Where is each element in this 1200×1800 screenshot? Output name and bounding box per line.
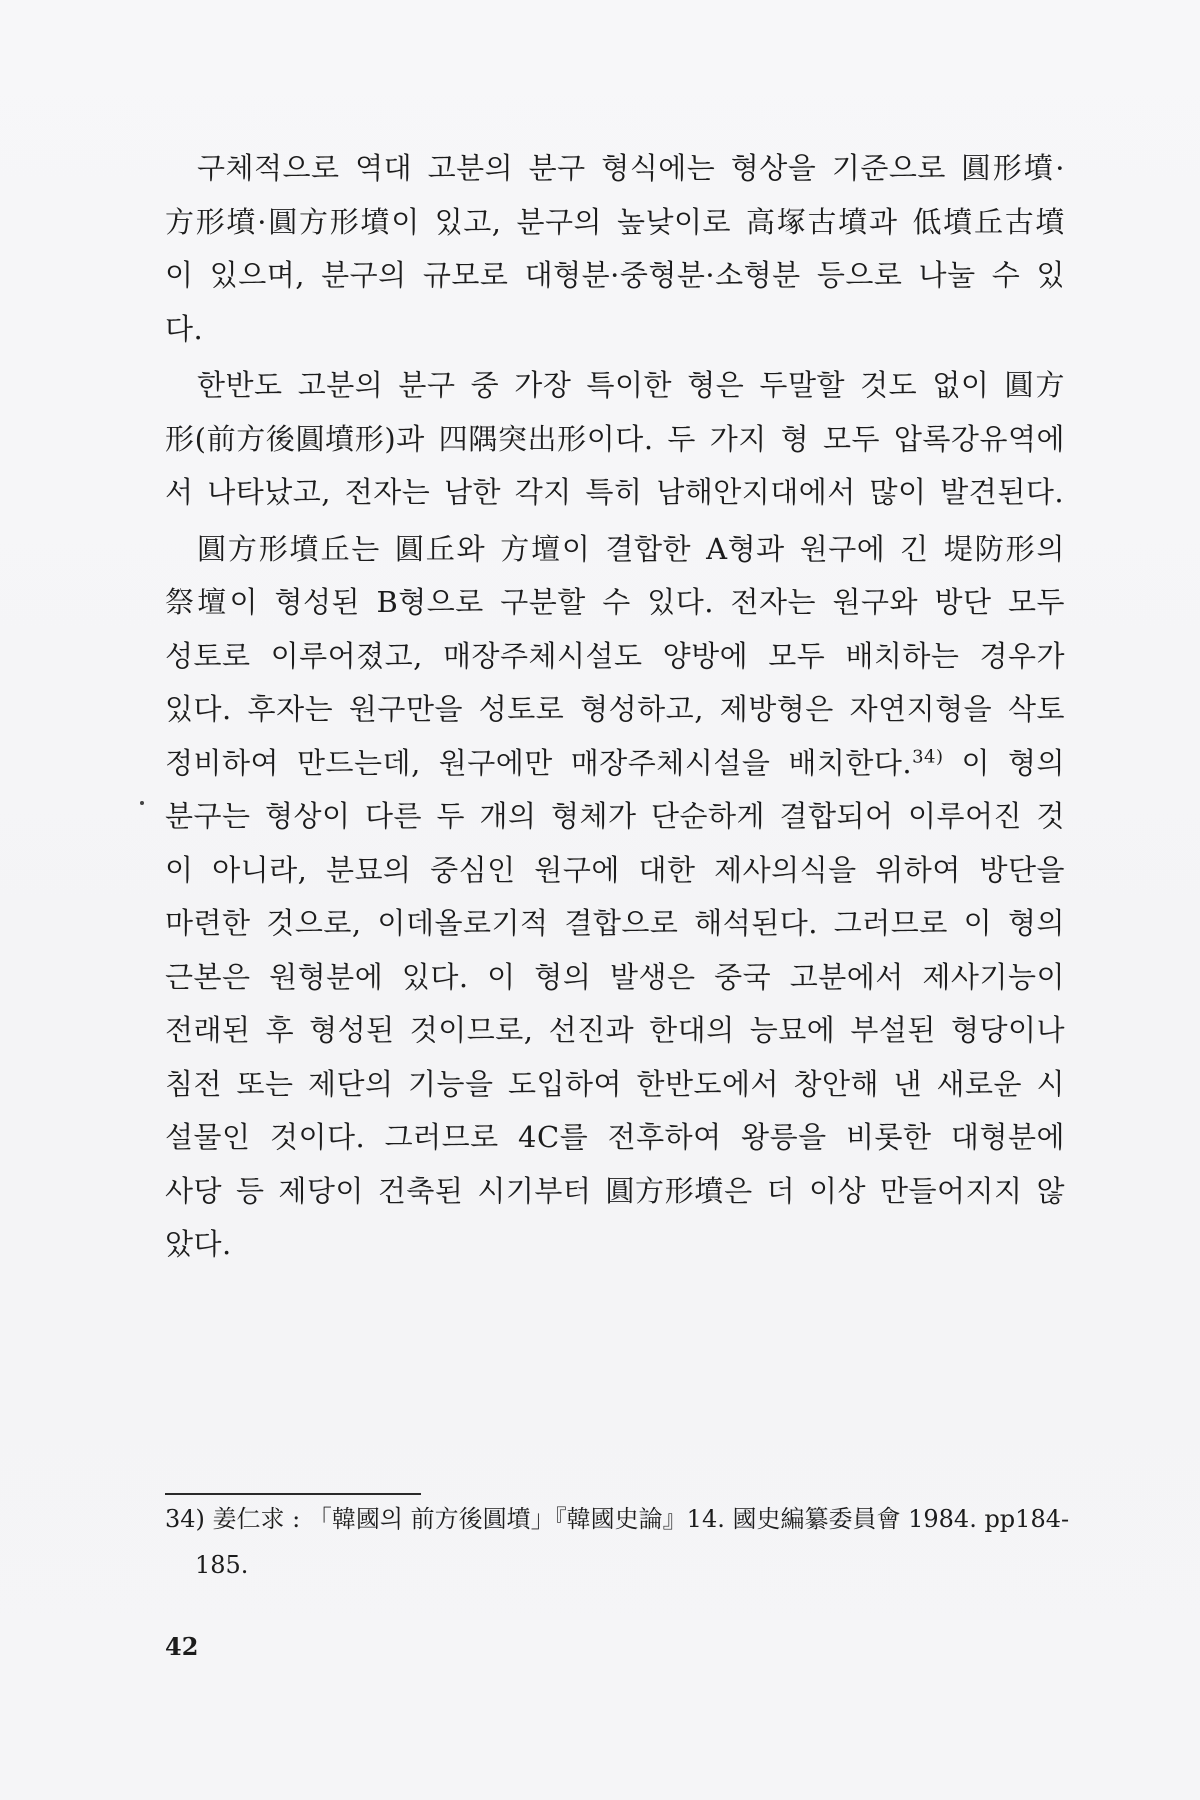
margin-dot [140,801,144,805]
footnote [165,1496,1070,1588]
paragraph-3-text-after-note: 이 형의 분구는 형상이 다른 두 개의 형체가 단순하게 결합되어 이루어진 것이 아니라, 분묘의 중심인 원구에 대한 제사의식을 위하여 방단을 마련한 것으로, 이데올로기적 결합으로 해석된다. 그러므로 이 형의 근본은 원형분에 있다. 이 형의 발생은 중국 고분에서 제사기능이 전래된 후 형성된 것이므로, 선진과 한대의 능묘에 부설된 형당이나 침전 또는 제단의 기능을 도입하여 한반도에서 창안해 낸 새로운 시설물인 것이다. 그러므로 4C를 전후하여 왕릉을 비롯한 대형분에 사당 등 제당이 건축된 시기부터 圓方形墳은 더 이상 만들어지지 않았다. [165,745,1065,1261]
paragraph-3-text-before-note: 圓方形墳丘는 圓丘와 方壇이 결합한 A형과 원구에 긴 堤防形의 祭壇이 형성된 B형으로 구분할 수 있다. 전자는 원구와 방단 모두 성토로 이루어졌고, 매장주체시설도 양방에 모두 배치하는 경우가 있다. 후자는 원구만을 성토로 형성하고, 제방형은 자연지형을 삭토 정비하여 만드는데, 원구에만 매장주체시설을 배치한다. [165,531,1065,780]
body-text [165,142,1065,1272]
paragraph-3 [165,523,1065,1272]
page-number: 42 [165,1632,199,1661]
footnote-rule [165,1493,421,1495]
paragraph-2: 한반도 고분의 분구 중 가장 특이한 형은 두말할 것도 없이 圓方形(前方後圓墳形)과 四隅突出形이다. 두 가지 형 모두 압록강유역에서 나타났고, 전자는 남한 각지 특히 남해안지대에서 많이 발견된다. [165,368,1065,509]
footnote-reference[interactable]: 34) [912,745,944,767]
paragraph-1: 구체적으로 역대 고분의 분구 형식에는 형상을 기준으로 圓形墳·方形墳·圓方形墳이 있고, 분구의 높낮이로 高塚古墳과 低墳丘古墳이 있으며, 분구의 규모로 대형분·중형분·소형분 등으로 나눌 수 있다. [165,151,1065,346]
footnote-line-2: 185. [195,1551,249,1579]
footnote-line-1: 34) 姜仁求 : 「韓國의 前方後圓墳」『韓國史論』14. 國史編纂委員會 1984. pp184- [165,1505,1070,1533]
